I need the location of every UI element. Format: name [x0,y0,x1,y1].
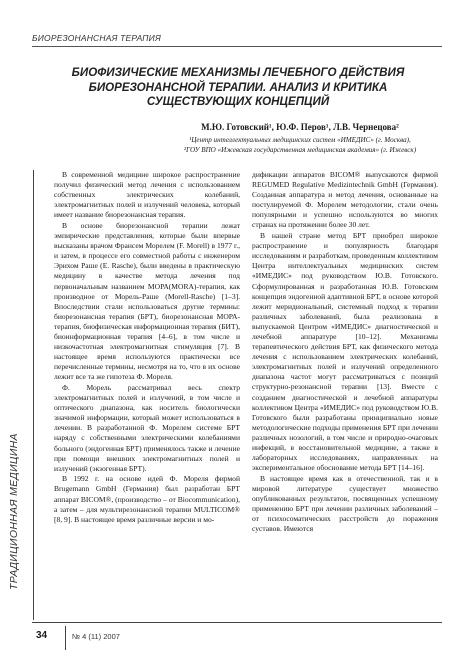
running-title: БИОРЕЗОНАНСНАЯ ТЕРАПИЯ [32,32,442,47]
paragraph: дификации аппаратов BICOM® выпускаются фирмой REGUMED Regulative Medizintechnik GmbH (Германия). Созданная аппаратура и метод лечения, основанные на постулируемой Ф. Морелем методологии, стали очень популярными и успешно используются во многих странах на протяжении более 30 лет. [252,170,438,230]
paragraph: В 1992 г. на основе идей Ф. Мореля фирмой Brugemann GmbH (Германия) был разработан БРТ аппарат BICOM®, (производство – от Biocommunication), а затем – для мультирезонансной терапии MULTICOM® [8, 9]. В настоящее время различные версии и мо- [54,474,240,524]
paragraph: В основе биорезонансной терапии лежат эмпирические представления, которые были впервые высказаны врачом Франсем Морелем (F. Morell) в 1977 г., и затем, в процессе его совместной работы с инженером Эрихом Раше (E. Rasche), были введены в практическую медицину в качестве метода лечения под первоначальным названием МОРА(MORA)-терапия, как производное от Морель-Раше (Morell-Rasche) [1–3]. Впоследствии стали использоваться другие термины: биорезонансная терапия (БРТ), биорезонансная МОРА-терапия, биофизическая информационная терапия (БИТ), биоинформационная терапия [4–6], в том числе и низкочастотная электромагнитная стимуляция [7]. В настоящее время используются практически все перечисленные термины, несмотря на то, что в их основе лежит все та же гипотеза Ф. Мореля. [54,220,240,382]
paragraph: В настоящее время как в отечественной, так и в мировой литературе существует множество опубликованных результатов, посвященных успешному применению БРТ при лечении различных заболеваний – от психосоматических расстройств до поражения суставов. Имеются [252,473,438,534]
paragraph: В современной медицине широкое распространение получил физический метод лечения с использованием собственных электрических колебаний, электромагнитных полей и излучений человека, который имеет название биорезонансная терапия. [54,170,240,220]
paragraph: В нашей стране метод БРТ приобрел широкое распространение и популярность благодаря исследованиям и разработкам, проведенным коллективом Центра интеллектуальных медицинских систем «ИМЕДИС» под руководством Ю.В. Готовского. Сформулированная и разработанная Ю.В. Готовским концепция эндогенной адаптивной БРТ, в основе которой лежит меридиональный, системный подход к терапии различных заболеваний, была реализована в выпускаемой Центром «ИМЕДИС» диагностической и лечебной аппаратуре [10–12]. Механизмы терапевтического действия БРТ, как физического метода лечения с использованием электрических колебаний, электромагнитных полей и излучений определенного диапазона частот могут рассматриваться с позиций структурно-резонансной терапии [13]. Вместе с созданием диагностической и лечебной аппаратуры коллективом Центра «ИМЕДИС» под руководством Ю.В. Готовского были разработаны принципиально новые методологические подходы применения БРТ при лечении различных нозологий, в том числе и природно-очаговых инфекций, в восстановительной медицине, а также в лабораторных исследованиях, направленных на экспериментальное обоснование метода БРТ [14–16]. [252,231,438,473]
section-label: ТРАДИЦИОННАЯ МЕДИЦИНА [8,433,20,590]
footer-rule [32,622,442,623]
article-authors: М.Ю. Готовский¹, Ю.Ф. Перов¹, Л.В. Чернецова² [201,122,399,132]
issue-label: № 4 (11) 2007 [72,632,120,641]
body-column-left [54,170,240,525]
body-column-right [252,170,438,535]
article-title: БИОФИЗИЧЕСКИЕ МЕХАНИЗМЫ ЛЕЧЕБНОГО ДЕЙСТВИЯ БИОРЕЗОНАНСНОЙ ТЕРАПИИ. АНАЛИЗ И КРИТИКА СУЩЕСТВУЮЩИХ КОНЦЕПЦИЙ [71,66,405,108]
footer-divider [65,626,66,650]
affiliation-2: ²ГОУ ВПО «Ижевская государственная медицинская академия» (г. Ижевск) [183,146,417,154]
affiliation-1: ¹Центр интеллектуальных медицинских систем «ИМЕДИС» (г. Москва), [189,136,411,144]
sidebar-rule [33,170,34,620]
page-number: 34 [36,630,48,641]
paragraph: Ф. Морель рассматривал весь спектр электромагнитных полей и излучений, в том числе и оптического диапазона, как носитель биологически значимой информации, который может использоваться в лечении. В разработанной Ф. Морелем системе БРТ наряду с собственными электрическими колебаниями больного (эндогенная БРТ) применялось также и лечение при помощи внешних электромагнитных полей и излучений (экзогенная БРТ). [54,382,240,473]
